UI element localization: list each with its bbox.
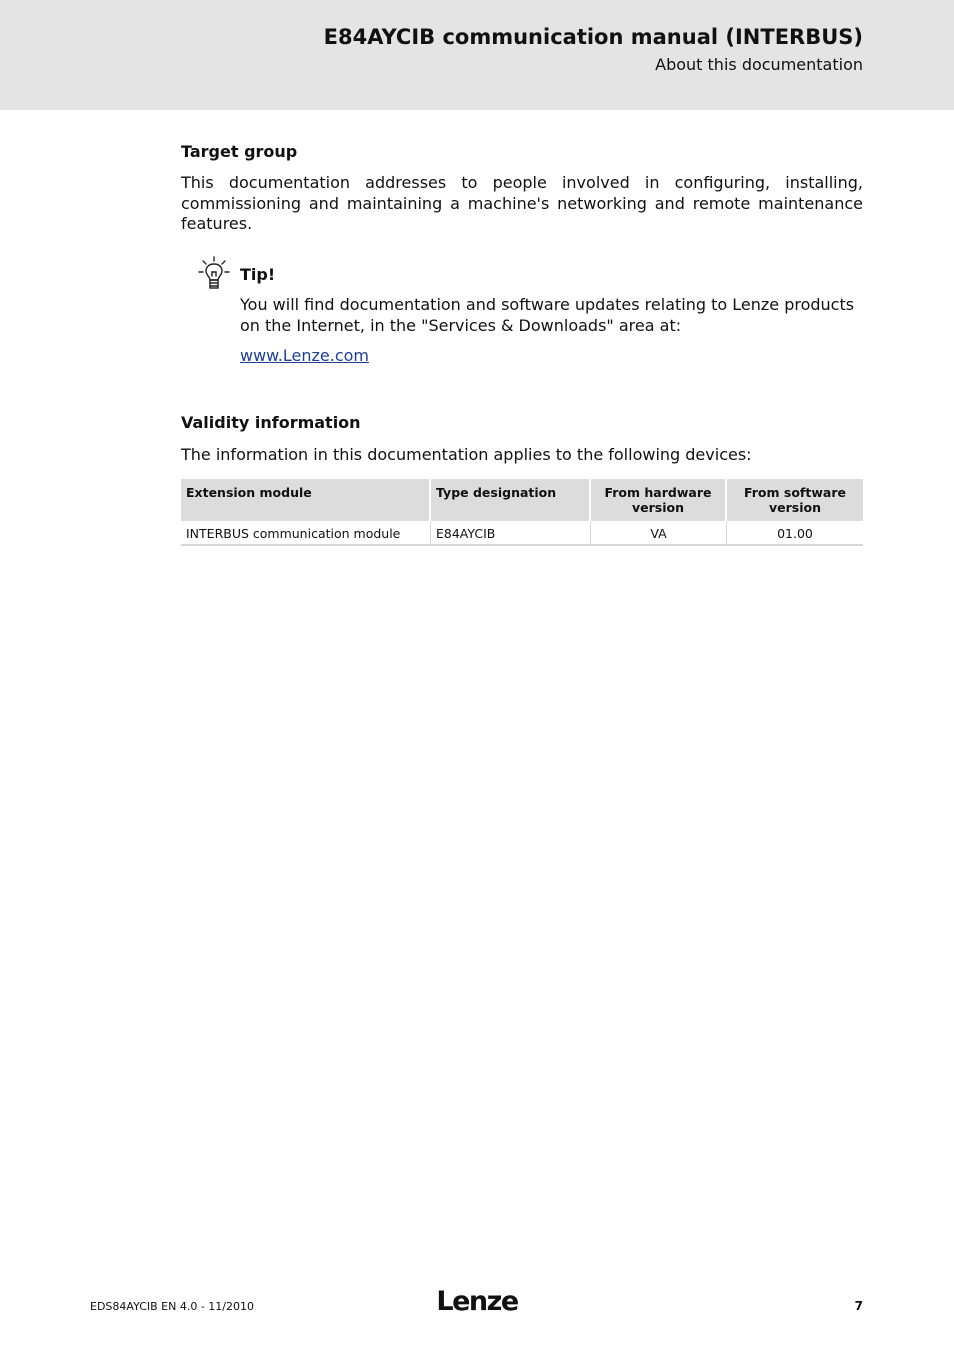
column-header: From software version (727, 479, 863, 521)
page-number: 7 (854, 1299, 863, 1313)
header-band (0, 0, 954, 110)
target-group-text: This documentation addresses to people involved in configuring, installing, commissioning and maintaining a machine's networking and remote maintenance features. (181, 173, 863, 233)
table-cell: 01.00 (727, 521, 863, 546)
document-id: EDS84AYCIB EN 4.0 - 11/2010 (90, 1300, 254, 1313)
table-cell: E84AYCIB (431, 521, 591, 546)
lenze-logo (436, 1286, 518, 1316)
section-title: About this documentation (655, 55, 863, 74)
column-header: Extension module (181, 479, 431, 521)
lenze-website-link[interactable]: www.Lenze.com (240, 346, 369, 365)
lightbulb-icon (198, 256, 232, 290)
device-table (181, 479, 863, 546)
tip-text: You will find documentation and software updates relating to Lenze products on the Internet, in the "Services & Downloads" area at: (240, 295, 855, 335)
column-header: Type designation (431, 479, 591, 521)
table-row (181, 521, 863, 546)
table-cell: INTERBUS communication module (181, 521, 431, 546)
target-group-heading: Target group (181, 142, 298, 161)
table-cell: VA (591, 521, 727, 546)
validity-heading: Validity information (181, 413, 361, 432)
column-header: From hardware version (591, 479, 727, 521)
tip-label: Tip! (240, 265, 276, 284)
svg-text:Lenze: Lenze (436, 1286, 518, 1316)
validity-text: The information in this documentation applies to the following devices: (181, 445, 752, 464)
document-title: E84AYCIB communication manual (INTERBUS) (323, 25, 863, 49)
table-header-row (181, 479, 863, 521)
